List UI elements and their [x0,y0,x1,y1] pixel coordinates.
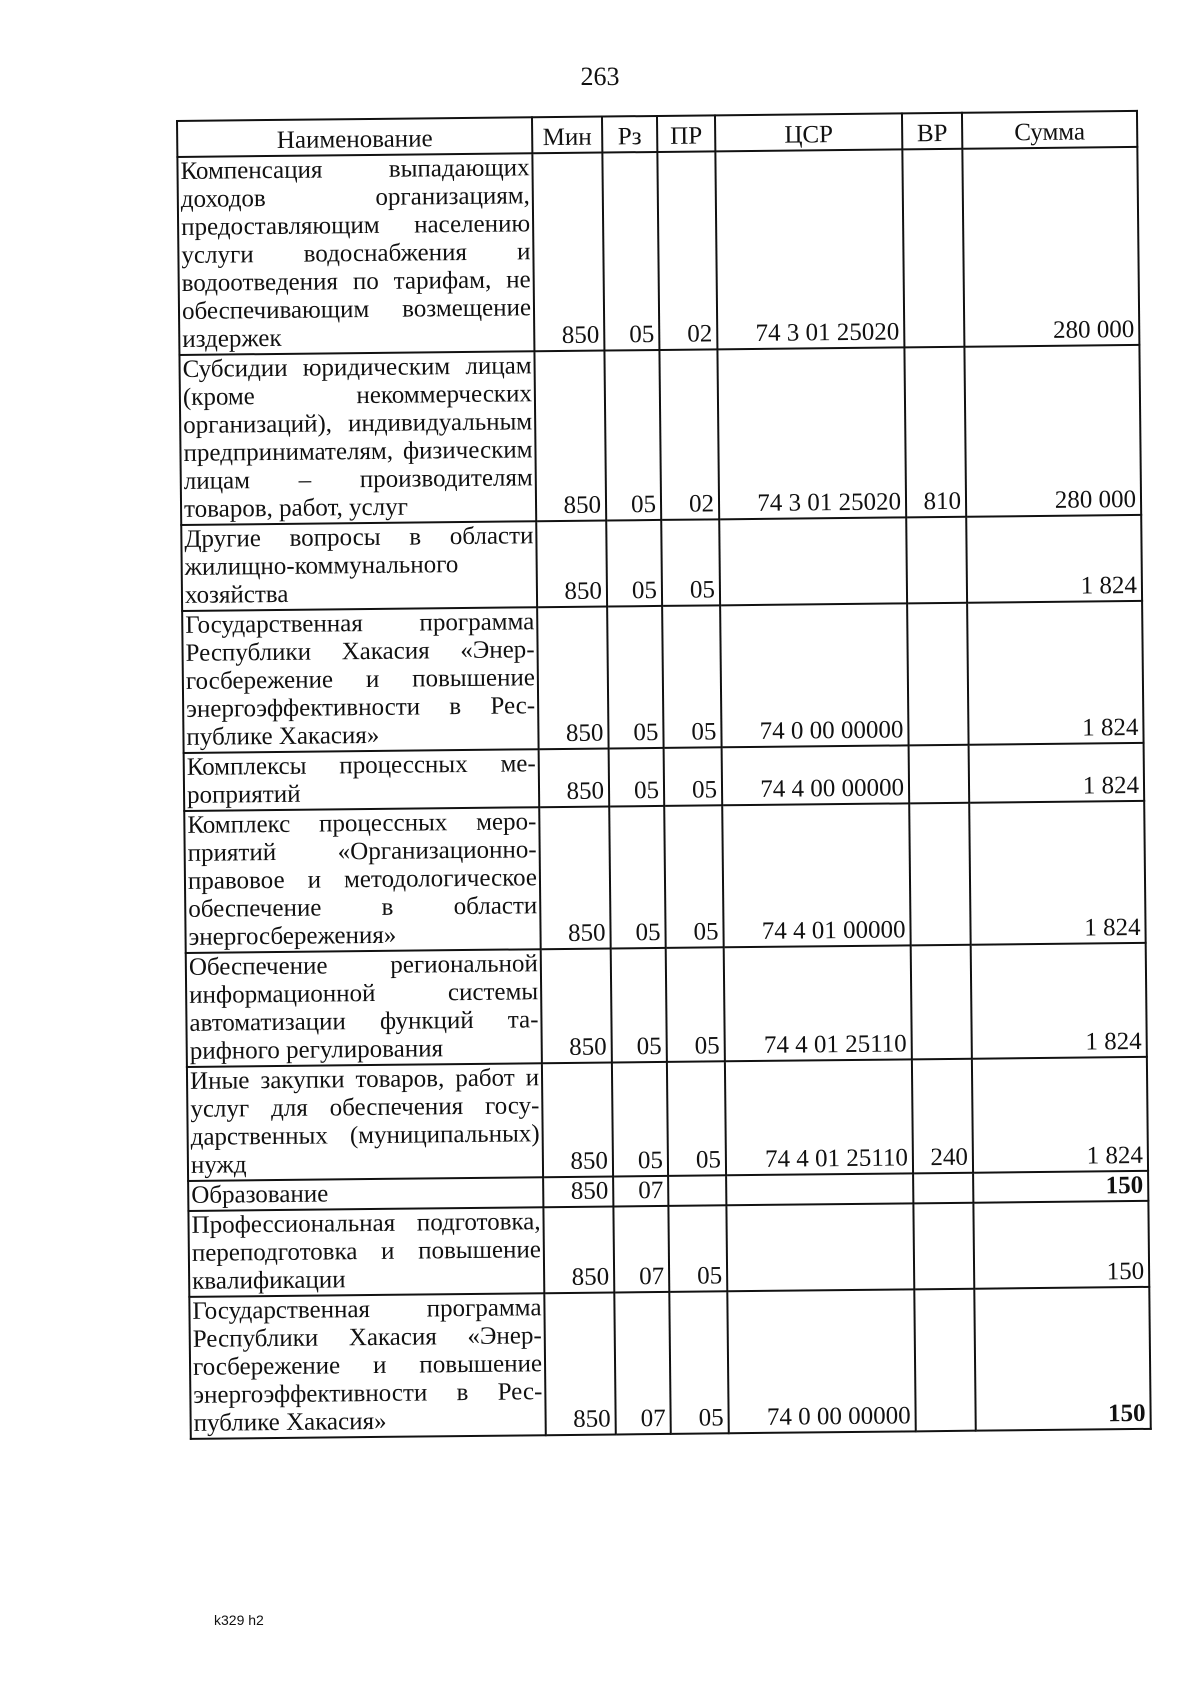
row-min: 850 [536,521,607,608]
row-rz: 07 [613,1176,668,1207]
row-rz: 05 [609,748,665,807]
row-sum: 1 824 [969,801,1145,945]
row-sum: 1 824 [967,601,1143,745]
row-pr: 02 [659,349,719,520]
row-sum: 280 000 [962,147,1139,347]
row-rz: 05 [607,606,663,749]
row-rz: 05 [604,350,661,521]
row-min: 850 [544,1292,615,1435]
row-pr: 05 [661,519,720,606]
row-rz: 07 [614,1292,670,1435]
table-row [179,345,1141,525]
row-name: Образование [188,1177,543,1211]
table-row [186,943,1147,1067]
row-min: 850 [543,1176,613,1207]
budget-table [176,110,1152,1440]
header-vr: ВР [902,113,962,150]
table-row [187,1057,1148,1181]
row-name: Субсидии юридическим лицам (кроме некоммерческих организаций), индивидуальным предпринимателям, физическим лицам – производителям товаров, работ, услуг [179,351,536,525]
row-pr: 05 [667,1061,726,1176]
header-sum: Сумма [962,111,1137,149]
row-sum: 1 824 [972,1057,1148,1173]
row-vr [911,945,972,1060]
row-min: 850 [534,351,606,522]
row-csr: 74 3 01 25020 [717,347,906,519]
table-row [181,515,1142,611]
row-csr: 74 4 01 00000 [722,803,910,947]
row-csr: 74 0 00 00000 [727,1289,915,1433]
row-pr: 05 [669,1291,728,1434]
row-name: Комплекс процессных мероприятий «Организационно-правовое и методологическое обеспечение в области энергосбережения» [184,807,540,953]
table-row [189,1287,1150,1439]
row-sum: 1 824 [971,943,1147,1059]
row-csr: 74 4 01 25110 [724,945,912,1061]
row-csr: 74 0 00 00000 [720,603,908,747]
row-sum: 150 [973,1171,1148,1203]
header-name: Наименование [177,117,532,157]
row-min: 850 [543,1206,614,1293]
row-rz: 05 [612,1062,668,1177]
row-name: Другие вопросы в области жилищно-коммунального хозяйства [181,521,537,611]
row-rz: 05 [611,948,667,1063]
page-number: 263 [580,62,620,91]
row-csr: 74 3 01 25020 [715,149,904,349]
header-csr: ЦСР [715,113,902,151]
row-sum: 1 824 [969,743,1145,803]
row-min: 850 [537,607,608,750]
row-name: Компенсация выпадающих доходов организациям, предоставляющим населению услуги водоснабжения и водоотведения по тарифам, не обеспечивающим возмещение издержек [177,153,534,355]
row-vr [909,803,970,946]
row-rz: 07 [613,1206,669,1293]
row-name: Государственная программа Республики Хакасия «Энергосбережение и повышение энергоэффективности в Республике Хакасия» [189,1293,545,1439]
row-vr [907,603,968,746]
row-rz: 05 [609,806,665,949]
row-pr: 05 [662,605,721,748]
row-vr [913,1173,973,1204]
header-min: Мин [532,117,602,154]
row-min: 850 [542,1062,613,1177]
row-vr: 240 [912,1059,973,1174]
row-pr: 05 [666,947,725,1062]
row-csr [726,1203,914,1291]
row-sum: 280 000 [964,345,1141,517]
row-csr [726,1173,913,1205]
row-min: 850 [539,807,610,950]
header-pr: ПР [657,115,715,152]
row-pr: 05 [664,805,723,948]
header-rz: Рз [602,116,657,153]
row-rz: 05 [602,152,659,351]
row-rz: 05 [606,520,662,607]
table-row [184,801,1145,953]
row-pr [668,1175,726,1206]
row-pr: 05 [668,1205,727,1292]
table-row [182,601,1143,753]
row-min: 850 [539,749,610,808]
table-body [177,147,1150,1439]
row-csr [719,517,907,605]
table-row [188,1201,1149,1297]
row-vr [906,517,967,604]
row-name: Комплексы процессных мероприятий [184,749,540,811]
row-vr: 810 [904,347,966,518]
table-row [177,147,1139,355]
row-csr: 74 4 00 00000 [722,745,910,805]
row-sum: 150 [973,1201,1149,1289]
row-vr [902,149,964,348]
table-row [184,743,1145,811]
row-vr [913,1203,974,1290]
row-vr [909,745,970,804]
row-sum: 1 824 [966,515,1142,603]
document-code: k329 h2 [214,1612,264,1628]
row-pr: 02 [657,151,717,350]
row-name: Профессиональная подготовка, переподготовка и повышение квалификации [188,1207,544,1297]
row-sum: 150 [974,1287,1150,1431]
row-vr [914,1289,975,1432]
row-min: 850 [541,948,612,1063]
row-csr: 74 4 01 25110 [725,1059,913,1175]
row-name: Иные закупки товаров, работ и услуг для обеспечения государственных (муниципальных) нужд [187,1063,543,1181]
row-min: 850 [532,153,604,352]
row-pr: 05 [664,747,723,806]
row-name: Обеспечение региональной информационной системы автоматизации функций тарифного регулирования [186,949,542,1067]
row-name: Государственная программа Республики Хакасия «Энергосбережение и повышение энергоэффективности в Республике Хакасия» [182,607,538,753]
